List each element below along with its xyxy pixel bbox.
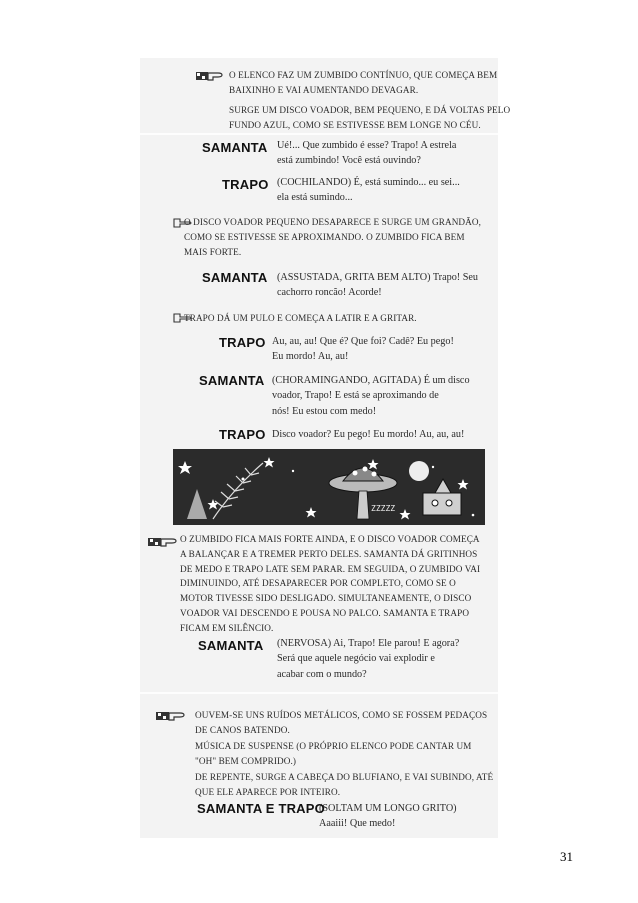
speaker-name: TRAPO: [219, 335, 266, 350]
stage-direction: O ELENCO FAZ UM ZUMBIDO CONTÍNUO, QUE COMEÇA BEM BAIXINHO E VAI AUMENTANDO DEVAGAR.: [229, 70, 498, 95]
dialogue-line: (COCHILANDO) É, está sumindo... eu sei... ela está sumindo...: [277, 177, 460, 204]
speaker-name: SAMANTA E TRAPO: [197, 801, 325, 816]
stage-direction: MÚSICA DE SUSPENSE (O PRÓPRIO ELENCO PODE CANTAR UM "OH" BEM COMPRIDO.): [195, 741, 472, 766]
speaker-name: SAMANTA: [202, 270, 268, 285]
stage-direction: SURGE UM DISCO VOADOR, BEM PEQUENO, E DÁ VOLTAS PELO FUNDO AZUL, COMO SE ESTIVESSE BEM LONGE NO CÉU.: [229, 105, 511, 130]
pointing-hand-icon: [196, 70, 224, 82]
page-number: 31: [560, 849, 573, 864]
pointing-hand-icon: [148, 536, 178, 548]
dialogue-line: Ué!... Que zumbido é esse? Trapo! A estrela está zumbindo! Você está ouvindo?: [277, 140, 457, 167]
speaker-name: SAMANTA: [202, 140, 268, 155]
dialogue-line: Disco voador? Eu pego! Eu mordo! Au, au, au!: [272, 429, 465, 440]
speaker-name: SAMANTA: [198, 638, 264, 653]
pointing-hand-icon: [156, 710, 186, 722]
dog-trapo: [423, 479, 461, 515]
stage-direction: O DISCO VOADOR PEQUENO DESAPARECE E SURGE UM GRANDÃO, COMO SE ESTIVESSE SE APROXIMANDO. O ZUMBIDO FICA BEM MAIS FORTE.: [184, 217, 482, 257]
speaker-name: SAMANTA: [199, 373, 265, 388]
page-divider: [140, 133, 498, 135]
stage-direction: TRAPO DÁ UM PULO E COMEÇA A LATIR E A GRITAR.: [184, 313, 417, 323]
page-divider: [140, 692, 498, 694]
dialogue-line: (NERVOSA) Ai, Trapo! Ele parou! E agora? Será que aquele negócio vai explodir e acabar com o mundo?: [277, 638, 460, 680]
stage-direction: OUVEM-SE UNS RUÍDOS METÁLICOS, COMO SE FOSSEM PEDAÇOS DE CANOS BATENDO.: [195, 710, 488, 735]
ufo-illustration: [173, 449, 485, 525]
dialogue-line: (CHORAMINGANDO, AGITADA) É um disco voador, Trapo! E está se aproximando de nós! Eu estou com medo!: [272, 375, 470, 417]
dialogue-line: (ASSUSTADA, GRITA BEM ALTO) Trapo! Seu cachorro roncão! Acorde!: [277, 272, 479, 299]
moon-icon: [409, 461, 429, 481]
dialogue-line: (SOLTAM UM LONGO GRITO) Aaaiii! Que medo!: [319, 803, 457, 830]
girl-samanta: [187, 489, 207, 519]
stage-direction: O ZUMBIDO FICA MAIS FORTE AINDA, E O DISCO VOADOR COMEÇA A BALANÇAR E A TREMER PERTO DELES. SAMANTA DÁ GRITINHOS DE MEDO E TRAPO LATE SEM PARAR. EM SEGUIDA, O ZUMBIDO VAI DIMINUINDO, ATÉ DESAPARECER POR COMPLETO, COMO SE O MOTOR TIVESSE SIDO DESLIGADO. SIMULTANEAMENTE, O DISCO VOADOR VAI DESCENDO E POUSA NO PALCO. SAMANTA E TRAPO FICAM EM SILÊNCIO.: [180, 534, 481, 633]
sound-effect-text: ZZZZZ: [371, 504, 396, 513]
stage-direction: DE REPENTE, SURGE A CABEÇA DO BLUFIANO, E VAI SUBINDO, ATÉ QUE ELE APARECE POR INTEIRO.: [195, 772, 494, 797]
dialogue-line: Au, au, au! Que é? Que foi? Cadê? Eu pego! Eu mordo! Au, au!: [272, 336, 454, 363]
speaker-name: TRAPO: [222, 177, 269, 192]
fern-plant: [213, 463, 263, 519]
speaker-name: TRAPO: [219, 427, 266, 442]
